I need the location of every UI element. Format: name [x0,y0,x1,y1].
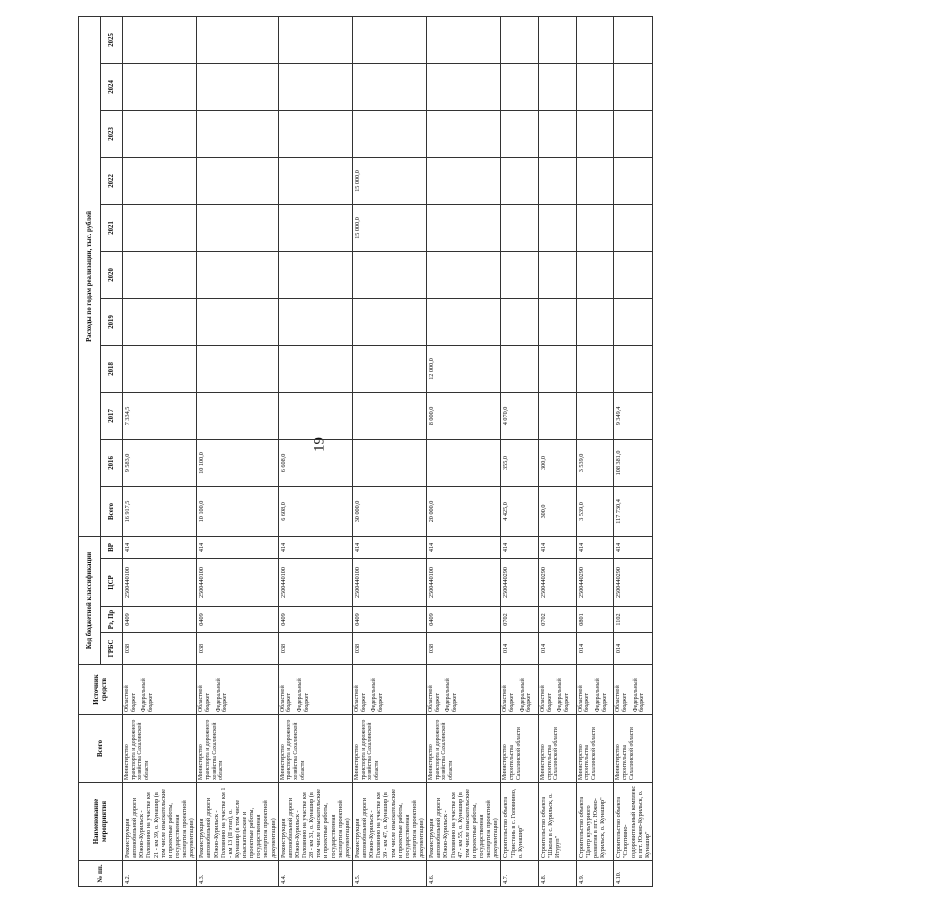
row-year-2016: 3 539,0 [576,439,614,486]
table-row [123,16,197,886]
row-year-2018 [614,345,653,392]
row-year-2025 [352,16,426,63]
row-sources [352,665,426,715]
row-sources [501,665,539,715]
row-year-2020 [501,251,539,298]
row-year-2021: 15 000,0 [352,204,426,251]
row-name: Строительство объекта "Спортивно-оздоровительный комплекс в пгт. Южно-Курильск, о. Кунашир" [614,783,653,861]
source-item: Федеральный бюджет [519,678,533,712]
row-grbs: 038 [123,633,197,665]
header-performer: Всего [79,715,123,783]
row-sources [539,665,577,715]
row-year-2020 [123,251,197,298]
header-year-2022: 2022 [101,157,123,204]
row-year-2022 [197,157,278,204]
row-name: Строительство объекта "Пристань в с. Головнино, о. Кунашир" [501,783,539,861]
row-year-2023 [197,110,278,157]
row-year-2025 [501,16,539,63]
page-number: 19 [311,437,328,452]
row-rz-pr: 0409 [278,607,352,633]
row-number: 4.8. [539,861,577,887]
source-item: Федеральный бюджет [632,678,646,712]
row-vr: 414 [576,536,614,558]
source-item: Областной бюджет [615,685,628,712]
source-item: Федеральный бюджет [371,678,384,712]
row-year-2021 [278,204,352,251]
row-rz-pr: 0702 [539,607,577,633]
header-year-2016: 2016 [101,439,123,486]
row-performer: Министерство транспорта и дорожного хозяйства Сахалинской области [352,715,426,783]
row-year-2025 [123,16,197,63]
table-row [352,16,426,886]
row-sources [576,665,614,715]
row-grbs: 038 [197,633,278,665]
row-number: 4.10. [614,861,653,887]
source-item: Федеральный бюджет [445,678,459,712]
row-grbs: 014 [539,633,577,665]
header-year-2025: 2025 [101,16,123,63]
table-row [614,16,653,886]
row-year-2016 [352,439,426,486]
row-vr: 414 [539,536,577,558]
row-year-2020 [614,251,653,298]
row-total: 10 100,0 [197,486,278,536]
row-total: 117 730,4 [614,486,653,536]
row-number: 4.7. [501,861,539,887]
table-row [197,16,278,886]
row-year-2023 [539,110,577,157]
row-year-2024 [614,63,653,110]
row-total: 3 539,0 [576,486,614,536]
row-csr: 2500440290 [576,559,614,607]
row-performer: Министерство транспорта и дорожного хозяйства Сахалинской области [197,715,278,783]
row-sources [123,665,197,715]
row-number: 4.4. [278,861,352,887]
row-csr: 2500440100 [352,559,426,607]
row-year-2018 [576,345,614,392]
row-year-2024 [197,63,278,110]
row-year-2025 [278,16,352,63]
row-csr: 2500440100 [278,559,352,607]
row-year-2022 [576,157,614,204]
row-year-2023 [576,110,614,157]
header-source: Источник средств [79,665,123,715]
row-grbs: 038 [278,633,352,665]
row-year-2016: 355,0 [501,439,539,486]
table-row [427,16,501,886]
header-year-2021: 2021 [101,204,123,251]
row-year-2023 [614,110,653,157]
row-year-2018 [197,345,278,392]
row-total: 30 000,0 [352,486,426,536]
row-rz-pr: 0409 [427,607,501,633]
header-csr: ЦСР [101,559,123,607]
source-item: Областной бюджет [577,685,591,712]
row-year-2023 [427,110,501,157]
row-year-2025 [427,16,501,63]
row-year-2021 [123,204,197,251]
row-year-2020 [539,251,577,298]
row-year-2018 [123,345,197,392]
row-rz-pr: 0702 [501,607,539,633]
row-year-2017: 7 334,5 [123,392,197,439]
table-wrapper [78,17,948,884]
row-year-2024 [501,63,539,110]
row-name: Реконструкция автомобильной дороги Южно-Курильск - Головнино на участке км 28 - км 31, о. Кунашир (в том числе изыскательские и проектные работы, государственная экспертиза проектной документации) [278,783,352,861]
row-rz-pr: 0409 [197,607,278,633]
row-year-2017 [539,392,577,439]
row-year-2021 [427,204,501,251]
row-year-2019 [278,298,352,345]
row-year-2021 [501,204,539,251]
row-rz-pr: 0409 [123,607,197,633]
row-year-2018 [539,345,577,392]
source-item: Областной бюджет [198,685,211,712]
row-grbs: 014 [614,633,653,665]
row-rz-pr: 0801 [576,607,614,633]
row-year-2024 [539,63,577,110]
source-item: Областной бюджет [353,685,367,712]
header-expenses: Расходы по годам реализации, тыс. рублей [79,16,101,536]
row-year-2019 [197,298,278,345]
row-total: 300,0 [539,486,577,536]
row-year-2018 [278,345,352,392]
header-total: Всего [101,486,123,536]
row-vr: 414 [352,536,426,558]
header-year-2018: 2018 [101,345,123,392]
source-item: Федеральный бюджет [296,678,310,712]
row-year-2022 [278,157,352,204]
row-sources [427,665,501,715]
header-no: № пп. [79,861,123,887]
row-year-2016: 108 381,0 [614,439,653,486]
row-sources [278,665,352,715]
row-year-2025 [197,16,278,63]
row-year-2016: 9 583,0 [123,439,197,486]
row-year-2019 [352,298,426,345]
row-year-2022 [539,157,577,204]
row-year-2020 [197,251,278,298]
row-csr: 2500440290 [614,559,653,607]
table-frame [78,17,651,887]
row-year-2018 [352,345,426,392]
row-performer: Министерство строительства Сахалинской области [614,715,653,783]
header-grbs: ГРБС [101,633,123,665]
source-item: Областной бюджет [540,685,553,712]
row-year-2017 [352,392,426,439]
row-year-2019 [123,298,197,345]
row-year-2017 [197,392,278,439]
row-year-2020 [427,251,501,298]
row-vr: 414 [427,536,501,558]
row-year-2017: 8 000,0 [427,392,501,439]
row-year-2019 [427,298,501,345]
header-name: Наименование мероприятия [79,783,123,861]
row-year-2019 [539,298,577,345]
row-csr: 2500440290 [501,559,539,607]
row-year-2017: 9 349,4 [614,392,653,439]
row-year-2022 [123,157,197,204]
header-budget-code: Код бюджетной классификации [79,536,101,664]
row-year-2023 [352,110,426,157]
row-year-2024 [427,63,501,110]
row-number: 4.9. [576,861,614,887]
row-year-2020 [576,251,614,298]
row-year-2019 [501,298,539,345]
row-vr: 414 [501,536,539,558]
row-sources [614,665,653,715]
row-performer: Министерство транспорта и дорожного хозяйства Сахалинской области [278,715,352,783]
source-item: Федеральный бюджет [594,678,608,712]
row-year-2020 [278,251,352,298]
row-vr: 414 [614,536,653,558]
table-row [576,16,614,886]
row-year-2021 [197,204,278,251]
row-total: 4 425,0 [501,486,539,536]
row-grbs: 038 [427,633,501,665]
row-year-2021 [539,204,577,251]
row-performer: Министерство транспорта и дорожного хозяйства Сахалинской области [427,715,501,783]
row-year-2020 [352,251,426,298]
row-vr: 414 [197,536,278,558]
source-item: Федеральный бюджет [215,678,229,712]
row-year-2017 [576,392,614,439]
row-performer: Министерство строительства Сахалинской области [501,715,539,783]
source-item: Федеральный бюджет [141,678,154,712]
row-vr: 414 [278,536,352,558]
row-number: 4.5. [352,861,426,887]
row-year-2022: 15 000,0 [352,157,426,204]
row-rz-pr: 1102 [614,607,653,633]
row-year-2022 [614,157,653,204]
row-name: Реконструкция автомобильной дороги Южно-Курильск - Головнино на участке км 47 - км 55, о. Кунашир (в том числе изыскательские и проектные работы, государственная экспертиза проектной документации) [427,783,501,861]
row-csr: 2500440100 [197,559,278,607]
row-rz-pr: 0409 [352,607,426,633]
row-grbs: 014 [576,633,614,665]
row-performer: Министерство транспорта и дорожного хозяйства Сахалинской области [123,715,197,783]
row-year-2025 [539,16,577,63]
table-row [278,16,352,886]
row-year-2023 [501,110,539,157]
row-name: Строительство объекта "Школа в с. Курильск, о. Итуруп" [539,783,577,861]
budget-table [78,16,653,887]
row-sources [197,665,278,715]
row-year-2021 [576,204,614,251]
row-name: Реконструкция автомобильной дороги Южно-Курильск - Головнино на участке км 1 - км 13 (II этап), о. Кунашир (в том числе изыскательские и проектные работы, государственная экспертиза проектной документации) [197,783,278,861]
row-csr: 2500440100 [427,559,501,607]
row-grbs: 014 [501,633,539,665]
row-year-2025 [576,16,614,63]
row-performer: Министерство строительства Сахалинской области [539,715,577,783]
row-year-2018: 12 000,0 [427,345,501,392]
row-name: Реконструкция автомобильной дороги Южно-Курильск - Головнино на участке км 21 - км 39, о. Кунашир (в том числе изыскательские и проектные работы, государственная экспертиза проектной документации) [123,783,197,861]
header-year-2023: 2023 [101,110,123,157]
row-total: 6 608,0 [278,486,352,536]
row-year-2025 [614,16,653,63]
row-csr: 2500440290 [539,559,577,607]
row-year-2017: 4 070,0 [501,392,539,439]
table-row [539,16,577,886]
source-item: Федеральный бюджет [557,678,570,712]
row-number: 4.2. [123,861,197,887]
header-year-2019: 2019 [101,298,123,345]
source-item: Областной бюджет [502,685,516,712]
row-year-2024 [352,63,426,110]
row-name: Строительство объекта "Центр культурного развития в пгт. Южно-Курильск, о. Кунашир" [576,783,614,861]
row-year-2024 [576,63,614,110]
row-name: Реконструкция автомобильной дороги Южно-Курильск - Головнино на участке км 39 - км 47, о. Кунашир (в том числе изыскательские и проектные работы, государственная экспертиза проектной документации) [352,783,426,861]
row-total: 16 917,5 [123,486,197,536]
header-rz-pr: Рз, Пр [101,607,123,633]
row-grbs: 038 [352,633,426,665]
source-item: Областной бюджет [124,685,137,712]
row-year-2019 [576,298,614,345]
row-csr: 2500440100 [123,559,197,607]
row-year-2016 [427,439,501,486]
header-year-2020: 2020 [101,251,123,298]
row-year-2024 [278,63,352,110]
row-vr: 414 [123,536,197,558]
row-year-2019 [614,298,653,345]
row-year-2022 [501,157,539,204]
row-year-2016: 6 608,0 [278,439,352,486]
row-year-2024 [123,63,197,110]
row-year-2023 [123,110,197,157]
row-year-2022 [427,157,501,204]
row-number: 4.6. [427,861,501,887]
header-year-2024: 2024 [101,63,123,110]
row-performer: Министерство строительства Сахалинской области [576,715,614,783]
header-vr: ВР [101,536,123,558]
row-year-2021 [614,204,653,251]
row-year-2018 [501,345,539,392]
row-year-2017 [278,392,352,439]
row-year-2016: 10 100,0 [197,439,278,486]
table-row [501,16,539,886]
row-number: 4.3. [197,861,278,887]
row-year-2023 [278,110,352,157]
source-item: Областной бюджет [428,685,441,712]
row-total: 20 000,0 [427,486,501,536]
row-year-2016: 300,0 [539,439,577,486]
header-year-2017: 2017 [101,392,123,439]
source-item: Областной бюджет [279,685,293,712]
